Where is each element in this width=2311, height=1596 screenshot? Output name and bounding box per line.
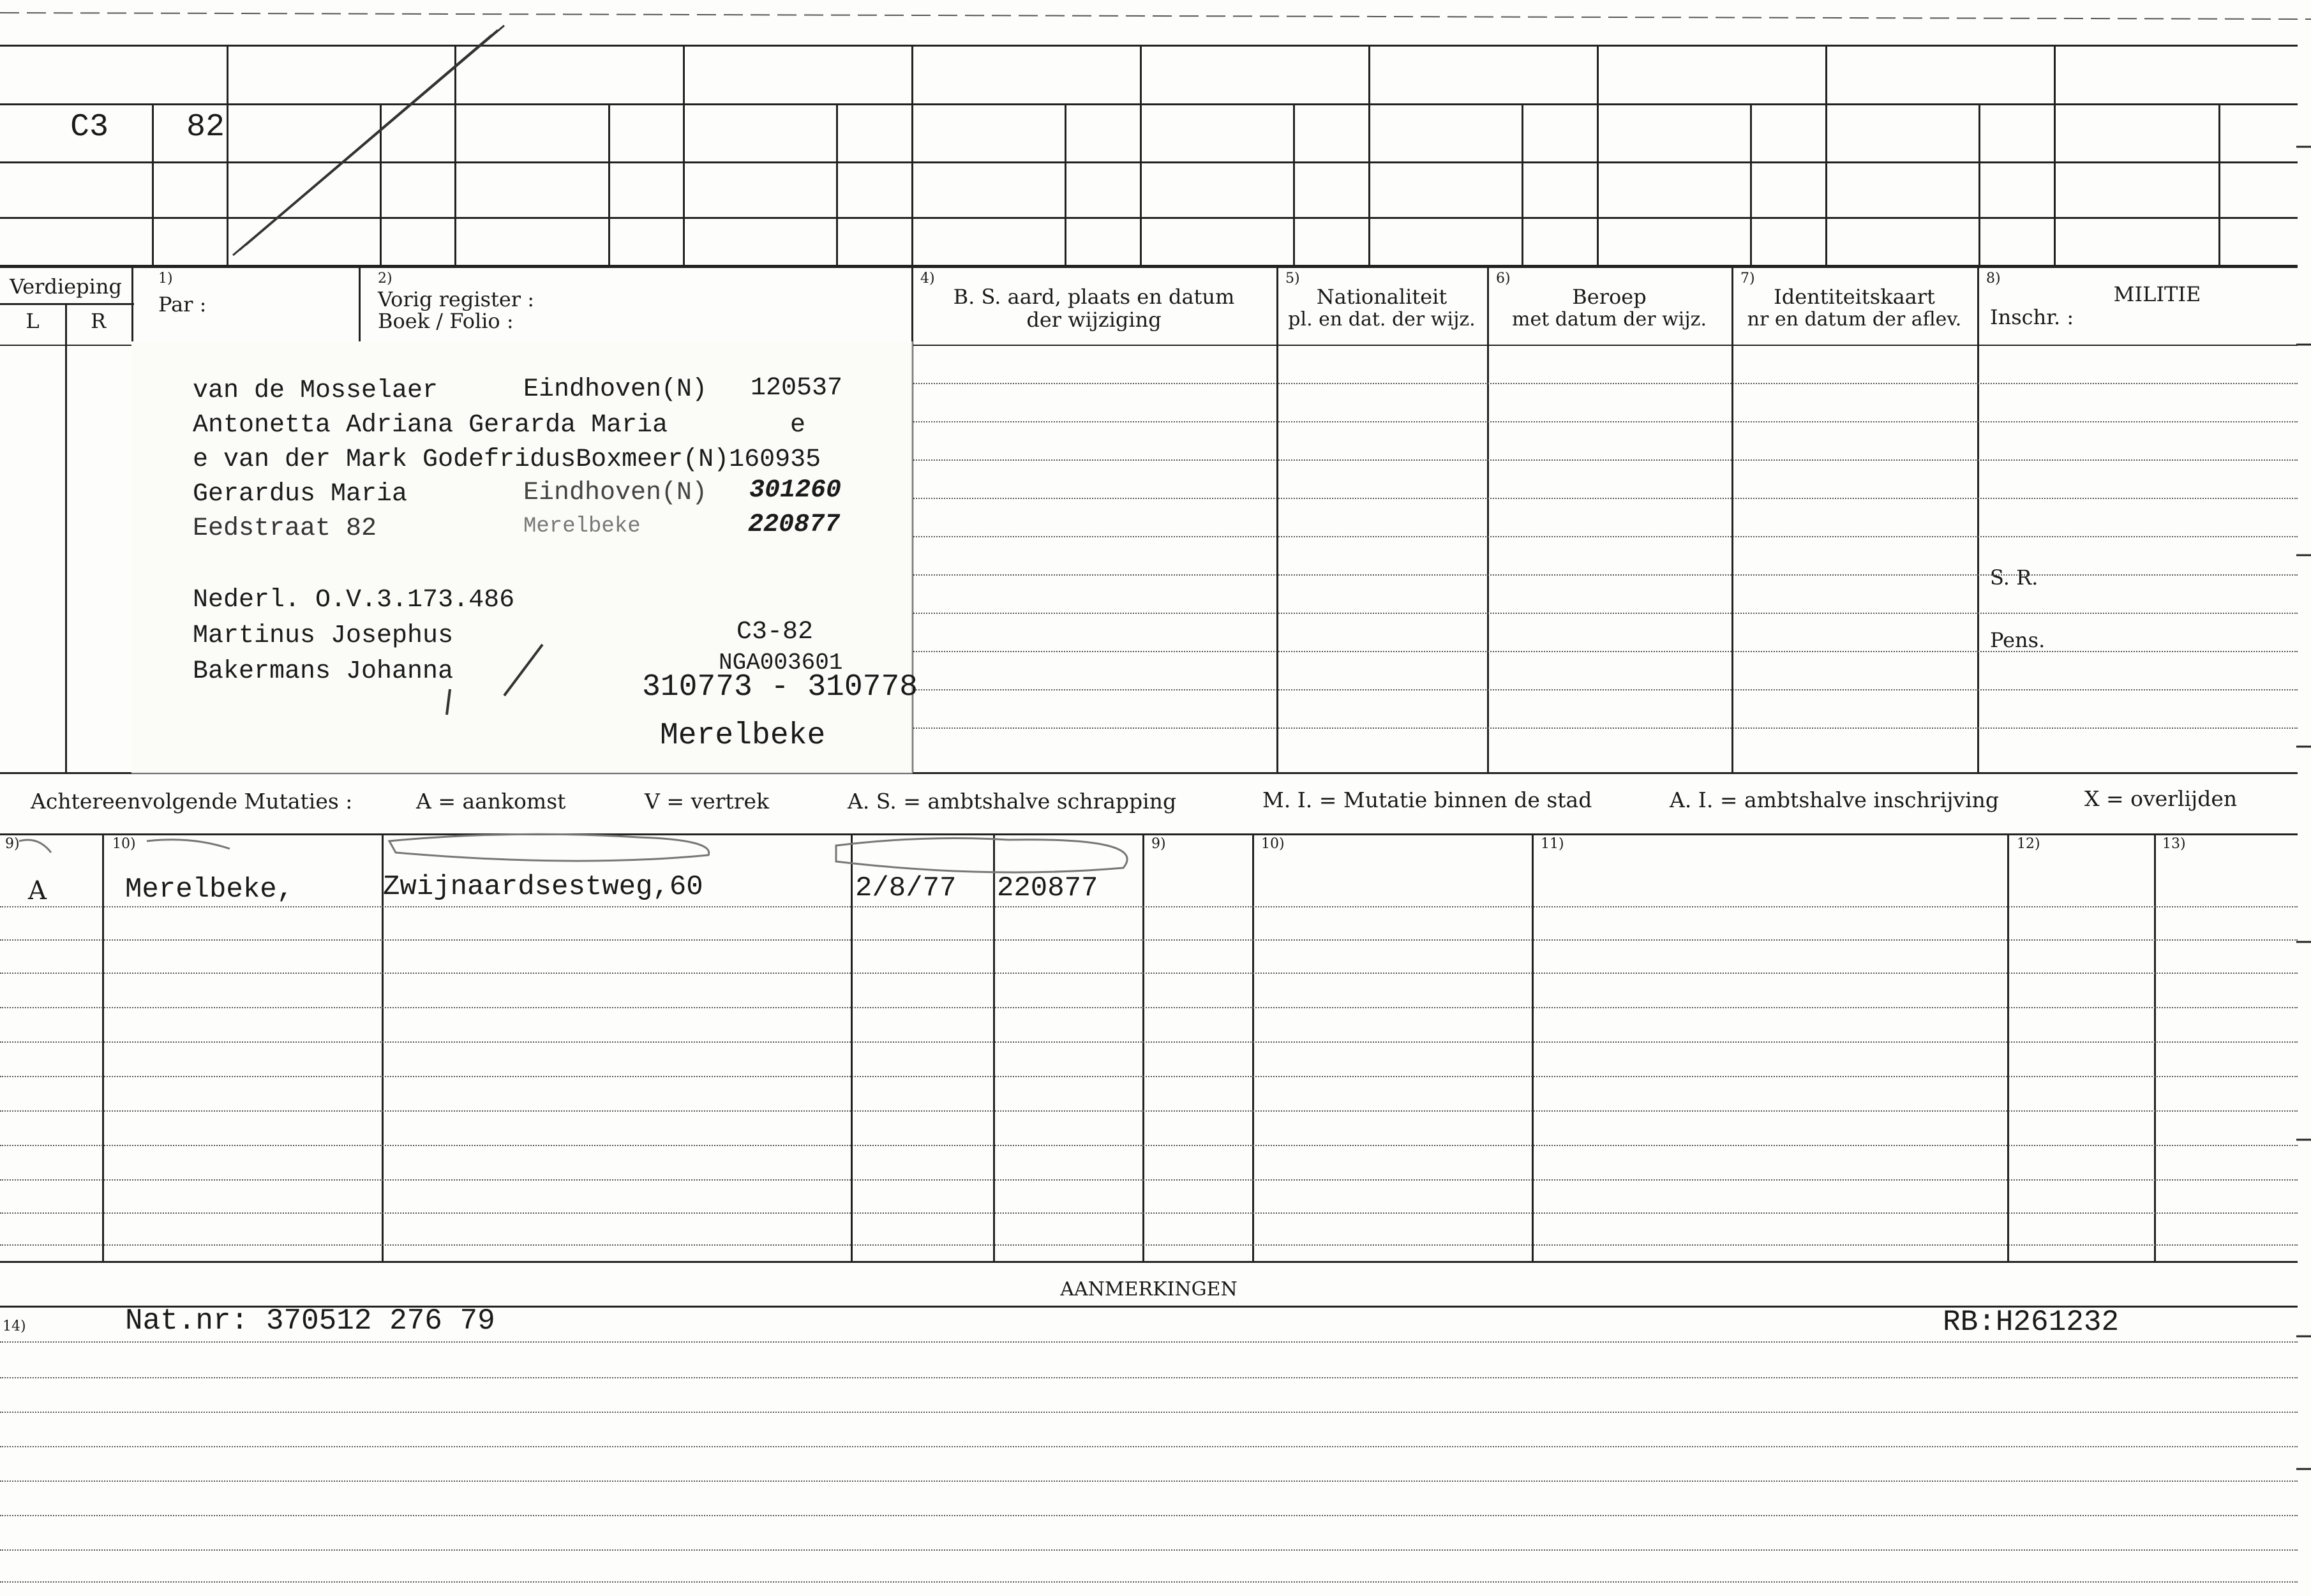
birthplace-1: Eindhoven(N) [523,375,708,404]
col-12: 12) [2017,836,2040,852]
col8-num: 8) [1986,271,2001,287]
birthplace-2: Eindhoven(N) [523,479,708,507]
legend-x: X = overlijden [2084,786,2238,811]
col8-inschr: Inschr. : [1990,305,2074,329]
col5-num: 5) [1285,271,1300,287]
col6-line1: Beroep [1572,285,1647,309]
ref-place: Merelbeke [660,719,826,753]
col8-title: MILITIE [2113,282,2201,306]
given-names: Antonetta Adriana Gerarda Maria [193,411,668,440]
col7-line2: nr en datum der aflev. [1747,308,1962,331]
diagonal-strike [233,26,504,255]
col1-num: 1) [158,271,173,287]
place: Merelbeke [523,514,641,539]
mutation-city: Merelbeke, [125,874,294,906]
remarks-title: AANMERKINGEN [1060,1278,1238,1301]
verdieping-label: Verdieping [10,274,122,299]
col5-line2: pl. en dat. der wijz. [1288,308,1476,331]
col-11: 11) [1541,836,1564,852]
date-range: 310773 - 310778 [642,670,918,705]
verdieping-l: L [26,309,40,333]
col6-line2: met datum der wijz. [1512,308,1707,331]
remarks-num: 14) [3,1318,26,1334]
col4-num: 4) [920,271,935,287]
smudges [19,834,1127,872]
col-13: 13) [2162,836,2186,852]
legend-a: A = aankomst [416,789,566,814]
col7-num: 7) [1740,271,1755,287]
col-10: 10) [112,836,136,852]
child-name: Gerardus Maria [193,480,408,509]
birthdate-2: 301260 [749,476,842,505]
block-code: C3 [70,109,109,145]
top-edge [0,13,2311,19]
father: Martinus Josephus [193,622,454,650]
pen-stroke [447,645,542,715]
col-9: 9) [5,836,20,852]
mutation-date: 2/8/77 [855,872,957,904]
date-handwritten: 220877 [748,511,841,539]
spouse-line: e van der Mark GodefridusBoxmeer(N)160935 [193,445,821,474]
edge-ticks [2296,147,2311,1469]
rb-number: RB:H261232 [1943,1306,2120,1339]
col8-pens: Pens. [1990,628,2045,652]
verdieping-r: R [90,309,107,333]
legend-as: A. S. = ambtshalve schrapping [848,789,1177,814]
mutation-street: Zwijnaardsestweg,60 [383,871,703,903]
col6-num: 6) [1496,271,1511,287]
surname: van de Mosselaer [193,377,438,405]
col2-num: 2) [378,271,393,287]
legend-ai: A. I. = ambtshalve inschrijving [1670,787,2000,812]
legend-title: Achtereenvolgende Mutaties : [31,789,353,814]
legend-v: V = vertrek [645,789,769,814]
ref-code: C3-82 [737,618,814,646]
national-number: Nat.nr: 370512 276 79 [125,1304,495,1338]
ref-nga: NGA003601 [719,650,843,676]
col2-line2: Boek / Folio : [378,309,514,333]
col-9b: 9) [1151,836,1166,852]
mutation-type: A [28,876,47,906]
nationality-line: Nederl. O.V.3.173.486 [193,586,515,615]
mother: Bakermans Johanna [193,657,454,686]
legend-mi: M. I. = Mutatie binnen de stad [1262,787,1592,812]
col7-line1: Identiteitskaart [1774,285,1935,309]
block-number: 82 [186,109,225,145]
col4-line1: B. S. aard, plaats en datum [953,285,1235,309]
birthdate-1: 120537 [751,374,843,403]
marker-e: e [790,411,806,440]
col-10b: 10) [1261,836,1285,852]
col8-sr: S. R. [1990,565,2038,590]
col4-line2: der wijziging [1026,308,1162,332]
mutation-number: 220877 [997,872,1098,904]
street: Eedstraat 82 [193,514,377,543]
col5-line1: Nationaliteit [1316,285,1447,309]
col2-line1: Vorig register : [378,287,535,311]
col1-label: Par : [158,292,207,317]
